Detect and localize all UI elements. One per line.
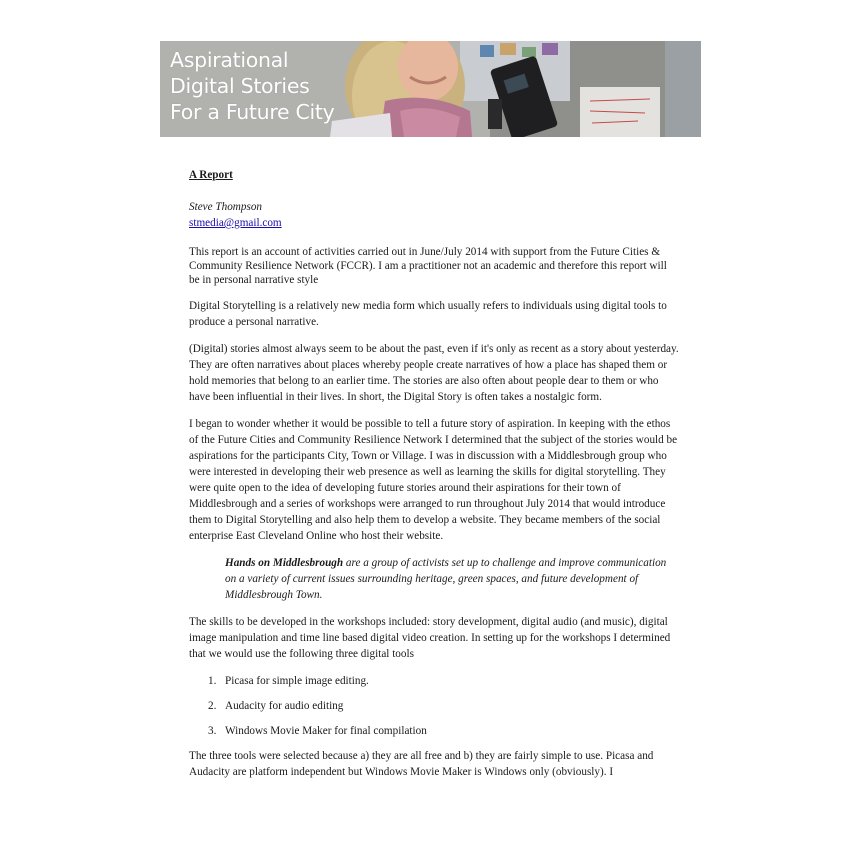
author-email-link[interactable]: stmedia@gmail.com — [189, 217, 282, 229]
tools-list — [189, 673, 679, 739]
definition-paragraph: Digital Storytelling is a relatively new media form which usually refers to individuals using digital tools to produce a personal narrative. — [189, 300, 667, 328]
report-heading: A Report — [189, 169, 233, 181]
nostalgia-paragraph: (Digital) stories almost always seem to be about the past, even if it's only as recent as a story about yesterday. They are often narratives about places whereby people create narratives of how a place has shaped them or hold memories that belong to an earlier time. The stories are also often about people dear to them or who have been influential in their lives. In short, the Digital Story is often takes a nostalgic form. — [189, 343, 679, 403]
group-name: Hands on Middlesbrough — [225, 557, 344, 569]
banner-title-line-2: Digital Stories — [170, 74, 310, 98]
list-item-text: Windows Movie Maker for final compilation — [225, 725, 427, 737]
list-item-number: 3. — [208, 725, 217, 737]
intro-paragraph: This report is an account of activities carried out in June/July 2014 with support from the Future Cities & Community Resilience Network (FCCR). I am a practitioner not an academic and therefore this report will be in personal narrative style — [189, 246, 667, 286]
closing-paragraph: The three tools were selected because a) they are all free and b) they are fairly simple to use. Picasa and Audacity are platform independent but Windows Movie Maker is Windows only (obviously). I — [189, 750, 654, 778]
group-quote — [225, 555, 679, 603]
report-body — [189, 167, 679, 791]
list-item — [189, 723, 679, 739]
banner-title — [170, 47, 335, 125]
banner-title-line-3: For a Future City — [170, 100, 335, 124]
list-item — [189, 698, 679, 714]
author-name: Steve Thompson — [189, 201, 263, 213]
group-description: are a group of activists set up to challenge and improve communication on a variety of current issues surrounding heritage, green spaces, and future development of Middlesbrough Town. — [225, 557, 667, 601]
list-item-number: 2. — [208, 700, 217, 712]
banner-title-line-1: Aspirational — [170, 48, 289, 72]
list-item-text: Audacity for audio editing — [225, 700, 344, 712]
list-item-number: 1. — [208, 675, 217, 687]
report-banner — [160, 41, 701, 137]
list-item-text: Picasa for simple image editing. — [225, 675, 369, 687]
aspiration-paragraph: I began to wonder whether it would be possible to tell a future story of aspiration. In keeping with the ethos of the Future Cities and Community Resilience Network I determined that the subject of the stories would be aspirations for the participants City, Town or Village. I was in discussion with a Middlesbrough group who were interested in developing their web presence as well as learning the skills for digital storytelling. They were quite open to the idea of developing future stories around their aspirations for their town of Middlesbrough and a series of workshops were arranged to run throughout July 2014 that would introduce them to Digital Storytelling and also help them to develop a website. They became members of the social enterprise East Cleveland Online who host their website. — [189, 418, 678, 542]
list-item — [189, 673, 679, 689]
skills-paragraph: The skills to be developed in the workshops included: story development, digital audio (and music), digital image manipulation and time line based digital video creation. In setting up for the workshops I determined that we would use the following three digital tools — [189, 616, 671, 660]
